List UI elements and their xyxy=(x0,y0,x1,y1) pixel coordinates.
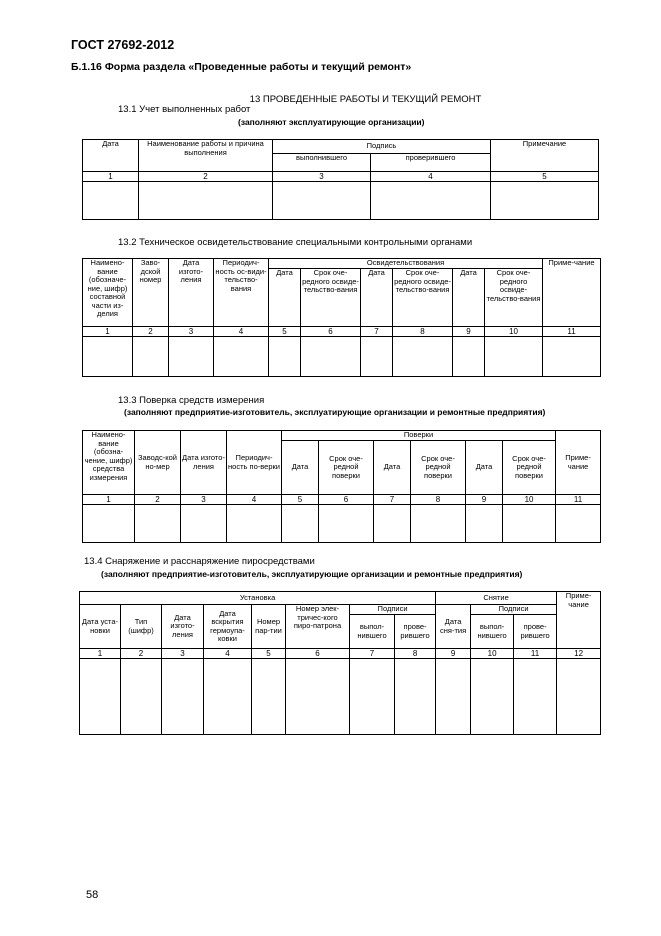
col-checker: прове-рившего xyxy=(514,615,557,649)
col-number: 6 xyxy=(286,649,350,659)
col-performer: выпол-нившего xyxy=(471,615,514,649)
col-number: 11 xyxy=(514,649,557,659)
col-next-check: Срок оче-редной поверки xyxy=(319,441,374,495)
col-made-date: Дата изгото-ления xyxy=(169,259,214,327)
col-number: 6 xyxy=(301,327,361,337)
col-number: 8 xyxy=(411,495,466,505)
col-number: 8 xyxy=(393,327,453,337)
col-remark: Приме-чание xyxy=(557,592,601,649)
col-exam-date: Дата xyxy=(453,269,485,327)
col-number: 2 xyxy=(135,495,181,505)
col-number: 7 xyxy=(374,495,411,505)
col-checks: Поверки xyxy=(282,431,556,441)
table-row xyxy=(83,182,599,220)
col-number: 10 xyxy=(503,495,556,505)
col-number: 4 xyxy=(214,327,269,337)
inspection-table xyxy=(82,258,601,377)
pyro-table xyxy=(79,591,601,735)
col-made-date: Дата изгото-ления xyxy=(181,431,227,495)
col-name: Наимено-вание (обозна-чение, шифр) средства измерения xyxy=(83,431,135,495)
col-next-check: Срок оче-редной поверки xyxy=(503,441,556,495)
col-removal: Снятие xyxy=(436,592,557,605)
col-number: 1 xyxy=(83,172,139,182)
col-number: 3 xyxy=(181,495,227,505)
col-check-date: Дата xyxy=(374,441,411,495)
col-number: 5 xyxy=(282,495,319,505)
form-title: Б.1.16 Форма раздела «Проведенные работы и текущий ремонт» xyxy=(71,61,412,73)
s3-note: (заполняют предприятие-изготовитель, эксплуатирующие организации и ремонтные предприятия) xyxy=(124,407,546,417)
col-work-name: Наименование работы и причина выполнения xyxy=(139,140,273,172)
document-code: ГОСТ 27692-2012 xyxy=(71,38,175,52)
col-number: 2 xyxy=(139,172,273,182)
col-date: Дата xyxy=(83,140,139,172)
s3-title: 13.3 Поверка средств измерения xyxy=(118,395,265,406)
col-number: 11 xyxy=(556,495,601,505)
table-row xyxy=(83,337,601,377)
col-next-exam: Срок оче-редного освиде-тельство-вания xyxy=(485,269,543,327)
table-row xyxy=(80,659,601,735)
col-number: 4 xyxy=(371,172,491,182)
s2-title: 13.2 Техническое освидетельствование специальными контрольными органами xyxy=(118,237,473,248)
col-check-date: Дата xyxy=(282,441,319,495)
section-title: 13 ПРОВЕДЕННЫЕ РАБОТЫ И ТЕКУЩИЙ РЕМОНТ xyxy=(249,94,482,105)
col-removal-date: Дата сня-тия xyxy=(436,605,471,649)
page-number: 58 xyxy=(86,889,99,901)
col-batch-number: Номер пар-тии xyxy=(252,605,286,649)
col-periodicity: Периодич-ность ос-види-тельство-вания xyxy=(214,259,269,327)
work-log-table xyxy=(82,139,599,220)
col-number: 7 xyxy=(350,649,395,659)
col-remark: Приме-чание xyxy=(556,431,601,495)
col-number: 3 xyxy=(169,327,214,337)
col-signature: Подпись xyxy=(273,140,491,154)
col-checker: прове-рившего xyxy=(395,615,436,649)
col-serial: Заво-дской номер xyxy=(133,259,169,327)
s4-title: 13.4 Снаряжение и расснаряжение пиросредствами xyxy=(84,556,315,567)
col-signatures: Подписи xyxy=(471,605,557,615)
col-number: 9 xyxy=(466,495,503,505)
col-number: 2 xyxy=(133,327,169,337)
col-install-date: Дата уста-новки xyxy=(80,605,121,649)
col-type: Тип (шифр) xyxy=(121,605,162,649)
col-exam-date: Дата xyxy=(361,269,393,327)
s1-note: (заполняют эксплуатирующие организации) xyxy=(238,117,425,127)
s4-note: (заполняют предприятие-изготовитель, эксплуатирующие организации и ремонтные предприятия) xyxy=(101,569,523,579)
col-number: 3 xyxy=(273,172,371,182)
col-cartridge-number: Номер элек-тричес-кого пиро-патрона xyxy=(286,605,350,649)
col-number: 5 xyxy=(252,649,286,659)
col-install: Установка xyxy=(80,592,436,605)
col-remark: Примечание xyxy=(491,140,599,172)
col-next-exam: Срок оче-редного освиде-тельство-вания xyxy=(393,269,453,327)
col-signatures: Подписи xyxy=(350,605,436,615)
col-exam-date: Дата xyxy=(269,269,301,327)
col-number: 1 xyxy=(83,327,133,337)
col-number: 5 xyxy=(491,172,599,182)
col-next-check: Срок оче-редной поверки xyxy=(411,441,466,495)
col-made-date: Дата изгото-ления xyxy=(162,605,204,649)
col-number: 10 xyxy=(485,327,543,337)
s1-title: 13.1 Учет выполненных работ xyxy=(118,104,251,115)
col-opened-date: Дата вскрытия гермоупа-ковки xyxy=(204,605,252,649)
col-number: 3 xyxy=(162,649,204,659)
col-remark: Приме-чание xyxy=(543,259,601,327)
col-number: 8 xyxy=(395,649,436,659)
col-checker: проверившего xyxy=(371,154,491,172)
col-next-exam: Срок оче-редного освиде-тельство-вания xyxy=(301,269,361,327)
col-examinations: Освидетельствования xyxy=(269,259,543,269)
col-number: 9 xyxy=(436,649,471,659)
col-number: 4 xyxy=(227,495,282,505)
col-number: 6 xyxy=(319,495,374,505)
col-number: 9 xyxy=(453,327,485,337)
col-number: 11 xyxy=(543,327,601,337)
col-number: 4 xyxy=(204,649,252,659)
col-number: 7 xyxy=(361,327,393,337)
col-number: 10 xyxy=(471,649,514,659)
col-name: Наимено-вание (обозначе-ние, шифр) составной части из-делия xyxy=(83,259,133,327)
col-number: 2 xyxy=(121,649,162,659)
col-number: 5 xyxy=(269,327,301,337)
col-number: 1 xyxy=(80,649,121,659)
col-performer: выполнившего xyxy=(273,154,371,172)
col-number: 12 xyxy=(557,649,601,659)
table-row xyxy=(83,505,601,543)
col-number: 1 xyxy=(83,495,135,505)
col-serial: Заводс-кой но-мер xyxy=(135,431,181,495)
col-check-date: Дата xyxy=(466,441,503,495)
col-periodicity: Периодич-ность по-верки xyxy=(227,431,282,495)
calibration-table xyxy=(82,430,601,543)
col-performer: выпол-нившего xyxy=(350,615,395,649)
